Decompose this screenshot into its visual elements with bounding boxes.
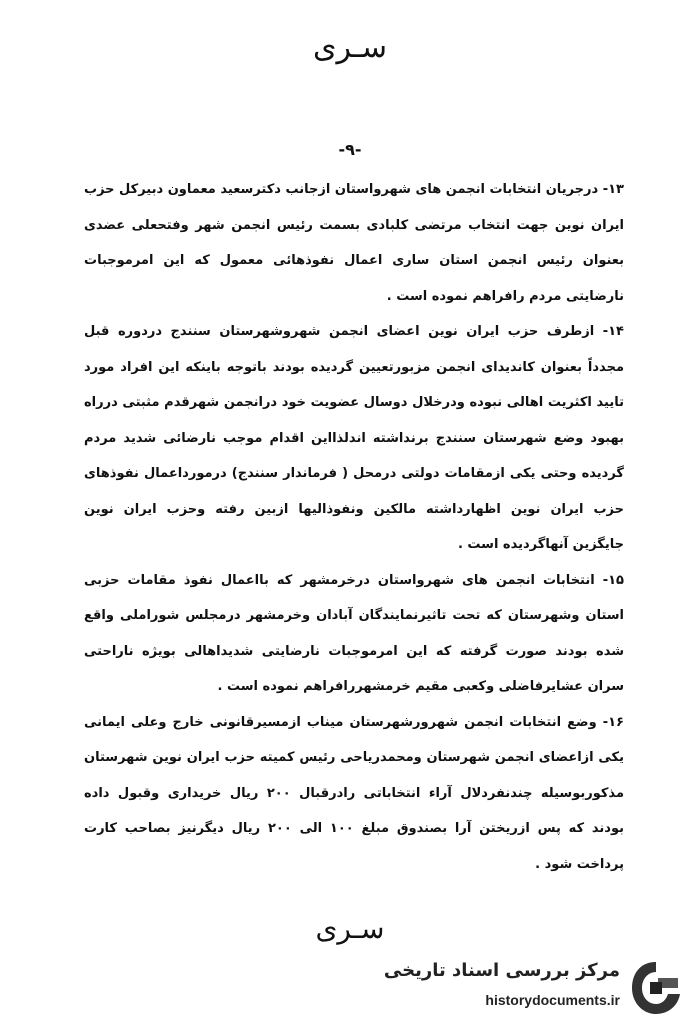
paragraph-13: ۱۳- درجریان انتخابات انجمن های شهرواستان ازجانب دکترسعید معماون دبیرکل حزب ایران نوین جهت انتخاب مرتضی کلبادی بسمت رئیس انجمن شهر وفتحعلی عضدی بعنوان رئیس انجمن استان ساری اعمال نفوذهائی معمول که این امرموجبات نارضایتی مردم رافراهم نموده است . <box>84 182 624 304</box>
paragraph-14: ۱۴- ازطرف حزب ایران نوین اعضای انجمن شهروشهرستان سنندج دردوره قبل مجدداً بعنوان کاندیدای انجمن مزبورتعیین گردیده بودند باتوجه باینکه این افراد مورد تایید اکثریت اهالی نبوده ودرخلال دوسال عضویت خود درانجمن شهرقدم مثبتی درراه بهبود وضع شهرستان سنندج برنداشته اندلذااین اقدام موجب نارضائی شدید مردم گردیده وحتی یکی ازمقامات دولتی درمحل ( فرماندار سنندج) درمورداعمال نفوذهای حزب ایران نوین اظهارداشته مالکین ونفوذالیها ازبین رفته وحزب ایران نوین جایگزین آنهاگردیده است . <box>84 324 624 552</box>
archive-logo-icon <box>628 958 684 1018</box>
page-number: -۹- <box>338 140 362 159</box>
footer-stamp: سـری <box>315 912 385 945</box>
paragraph-16: ۱۶- وضع انتخابات انجمن شهرورشهرستان میناب ازمسیرقانونی خارج وعلی ایمانی یکی ازاعضای انجمن شهرستان ومحمدریاحی رئیس کمیته حزب ایران نوین شهرستان مذکوربوسیله چندنفردلال آراء انتخاباتی رادرقبال ۲۰۰ ریال خریداری وقبول داده بودند که پس ازریختن آرا بصندوق مبلغ ۱۰۰ الی ۲۰۰ ریال دیگرنیز بصاحب کارت پرداخت شود . <box>84 714 625 872</box>
watermark <box>384 954 684 1022</box>
paragraph-15: ۱۵- انتخابات انجمن های شهرواستان درخرمشهر که بااعمال نفوذ مقامات حزبی استان وشهرستان که تحت تاثیرنمایندگان آبادان وخرمشهر درمجلس شوراملی واقع شده بودند صورت گرفته که این امرموجبات نارضایتی شدیداهالی بویژه ناراحتی سران عشایرفاضلی وکعبی مقیم خرمشهررافراهم نموده است . <box>84 572 624 694</box>
document-body <box>84 172 624 882</box>
watermark-title: مرکز بررسی اسناد تاریخی <box>383 960 620 981</box>
header-stamp: سـری <box>313 30 387 65</box>
watermark-url: historydocuments.ir <box>485 992 620 1008</box>
